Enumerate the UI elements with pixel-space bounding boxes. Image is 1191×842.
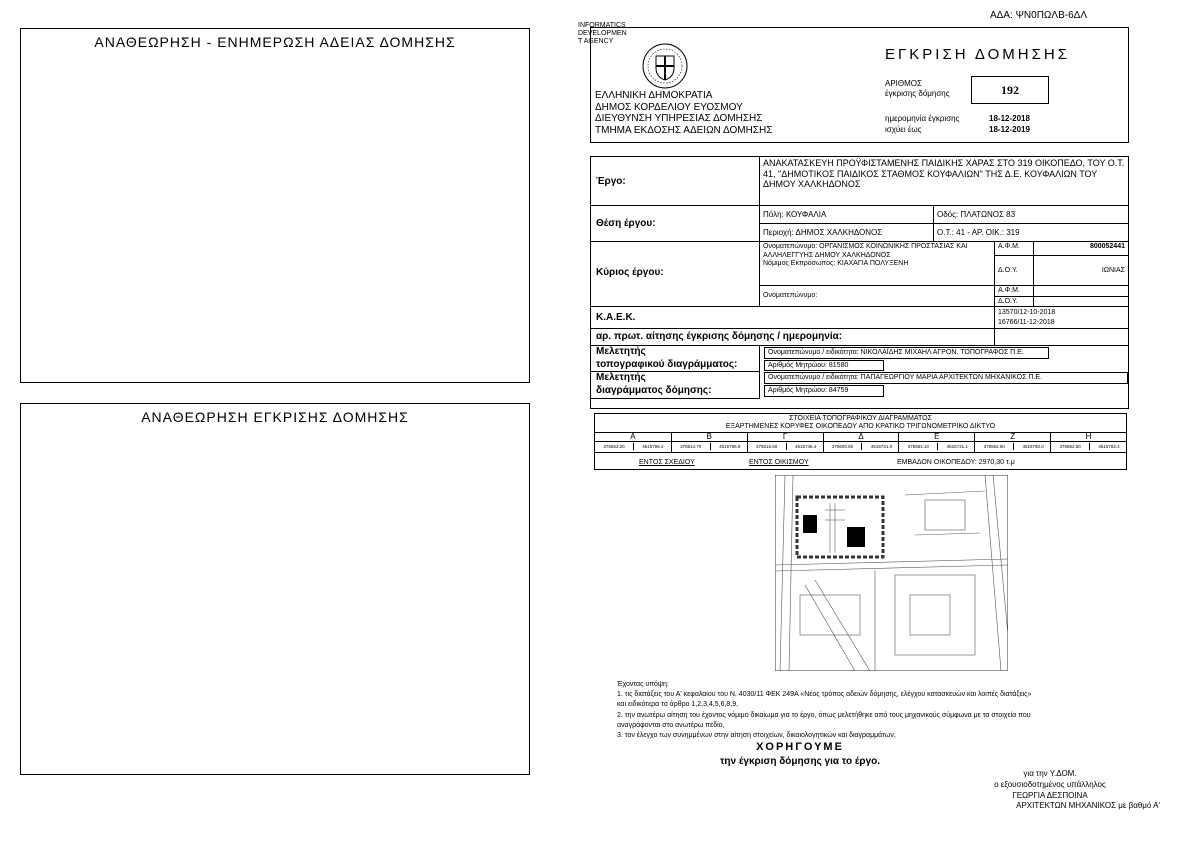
vertex-coordinate: 375562.50	[1059, 444, 1081, 449]
considering-section	[617, 680, 1031, 741]
owner2-name: Ονοματεπώνυμο:	[759, 285, 995, 307]
revision-approval-box	[20, 403, 530, 775]
owner-name: Ονοματεπώνυμο: ΟΡΓΑΝΙΣΜΟΣ ΚΟΙΝΩΝΙΚΗΣ ΠΡΟΣΤΑΣΙΑΣ ΚΑΙ ΑΛΛΗΛΕΓΓΥΗΣ ΔΗΜΟΥ ΧΑΛΚΗΔΟΝΟΣ	[763, 243, 968, 259]
vertex-coordinate: 375564.10	[907, 444, 930, 449]
vertex-coordinate: 375600.80	[831, 444, 854, 449]
republic-label: ΕΛΛΗΝΙΚΗ ΔΗΜΟΚΡΑΤΙΑ	[595, 90, 713, 101]
kaek-cell: Κ.Α.Ε.Κ.	[590, 306, 995, 329]
city-value: Πόλη: ΚΟΥΦΑΛΙΑ	[759, 205, 934, 224]
planner-name: Ονοματεπώνυμο / ειδικότητα: ΠΑΠΑΓΕΩΡΓΙΟΥ ΜΑΡΙΑ ΑΡΧΙΤΕΚΤΩΝ ΜΗΧΑΝΙΚΟΣ Π.Ε.	[764, 372, 1128, 384]
valid-until-value: 18-12-2019	[989, 125, 1030, 134]
consideration-3: 3. τον έλεγχο των συνημμένων στην αίτηση στοιχείων, δικαιολογητικών και διαγραμμάτων,	[617, 732, 896, 740]
coords-title-1: ΣΤΟΙΧΕΙΑ ΤΟΠΟΓΡΑΦΙΚΟΥ ΔΙΑΓΡΑΜΜΑΤΟΣ	[789, 415, 932, 422]
vertex-label: Γ	[748, 432, 823, 442]
considering-label: Έχοντας υπόψη:	[617, 681, 669, 688]
ada-code: ΑΔΑ: ΨΝ0ΠΩΛΒ-6ΔΛ	[990, 10, 1088, 21]
doy2-label: Δ.Ο.Υ.	[994, 296, 1034, 307]
vertex-coordinate: 375563.20	[603, 444, 625, 449]
agency-label: INFORMATICS DEVELOPMEN T AGENCY	[578, 22, 627, 45]
doy-value: ΙΩΝΙΑΣ	[1033, 255, 1129, 286]
vertex-coordinate: 4515731.1	[937, 443, 976, 450]
topographer-label-cell: Μελετητής τοπογραφικού διαγράμματος:	[590, 345, 760, 372]
municipality-label: ΔΗΜΟΣ ΚΟΡΔΕΛΙΟΥ ΕΥΟΣΜΟΥ	[595, 101, 743, 113]
vertex-coordinate: 4515796.4	[633, 443, 672, 450]
planner-registry: Αριθμός Μητρώου: 84759	[764, 385, 884, 397]
valid-until-label: ισχύει έως	[885, 125, 922, 134]
vertex-column	[974, 432, 1050, 452]
vertex-label: Δ	[824, 432, 899, 442]
vertex-coordinate: 375615.60	[756, 444, 778, 449]
coords-title-2: ΕΞΑΡΤΗΜΕΝΕΣ ΚΟΡΥΦΕΣ ΟΙΚΟΠΕΔΟΥ ΑΠΟ ΚΡΑΤΙΚΟ ΤΡΙΓΩΝΟΜΕΤΡΙΚΟ ΔΙΚΤΥΟ	[725, 423, 996, 430]
vertex-column	[823, 432, 899, 452]
street-value: Οδός: ΠΛΑΤΩΝΟΣ 83	[933, 205, 1129, 224]
topographer-name: Ονοματεπώνυμο / ειδικότητα: ΝΙΚΟΛΑΪΔΗΣ ΜΙΧΑΗΛ ΑΓΡΟΝ. ΤΟΠΟΓΡΑΦΟΣ Π.Ε.	[764, 347, 1049, 359]
vertex-coordinate: 4515760.0	[1013, 443, 1052, 450]
vertex-coordinate: 4515796.9	[710, 443, 749, 450]
consideration-2b: αναγράφονται στο ανωτέρω πεδίο,	[617, 721, 725, 729]
consideration-1a: 1. τις διατάξεις του Α' κεφαλαίου του Ν. 4030/11 ΦΕΚ 249Α «Νέος τρόπος αδειών δόμησης, ελέγχου κατασκευών και λοιπές διατάξεις»	[617, 691, 1032, 699]
block-value: Ο.Τ.: 41 - ΑΡ. ΟΙΚ.: 319	[933, 223, 1129, 242]
revision-update-permit-title: ΑΝΑΘΕΩΡΗΣΗ - ΕΝΗΜΕΡΩΣΗ ΑΔΕΙΑΣ ΔΟΜΗΣΗΣ	[94, 34, 456, 50]
project-value: ΑΝΑΚΑΤΑΣΚΕΥΗ ΠΡΟΫΦΙΣΤΑΜΕΝΗΣ ΠΑΙΔΙΚΗΣ ΧΑΡΑΣ ΣΤΟ 319 ΟΙΚΟΠΕΔΟ, ΤΟΥ Ο.Τ. 41, "ΔΗΜΟΤΙΚΟΣ ΠΑΙΔΙΚΟΣ ΣΤΑΘΜΟΣ ΚΟΥΦΑΛΙΩΝ" ΤΗΣ Δ.Ε. ΚΟΥΦΑΛΙΩΝ ΤΟΥ ΔΗΜΟΥ ΧΑΛΚΗΔΟΝΟΣ	[759, 156, 1129, 206]
vertex-coordinate: 375562.50	[983, 444, 1005, 449]
approval-date-label: ημερομηνία έγκρισης	[885, 114, 960, 123]
approval-number: 192	[971, 76, 1049, 104]
signature-line-2: ο εξουσιοδοτημένος υπάλληλος	[994, 780, 1106, 789]
approval-header	[590, 27, 1129, 143]
in-settlement-label: ΕΝΤΟΣ ΟΙΚΙΣΜΟΥ	[749, 459, 809, 466]
vertex-row	[595, 432, 1126, 452]
greek-emblem-icon	[641, 42, 689, 90]
afm-label: Α.Φ.Μ.	[994, 241, 1034, 256]
consideration-1b: και ειδικότερα το άρθρο 1,2,3,4,5,6,8,9,	[617, 701, 739, 709]
area-value: Περιοχή: ΔΗΜΟΣ ΧΑΛΚΗΔΟΝΟΣ	[759, 223, 934, 242]
in-plan-label: ΕΝΤΟΣ ΣΧΕΔΙΟΥ	[639, 459, 695, 466]
topographic-coordinates-table	[594, 413, 1127, 470]
revision-approval-title: ΑΝΑΘΕΩΡΗΣΗ ΕΓΚΡΙΣΗΣ ΔΟΜΗΣΗΣ	[141, 409, 409, 425]
vertex-column	[595, 432, 671, 452]
vertex-column	[671, 432, 747, 452]
signature-line-1: για την Υ.ΔΟΜ.	[1023, 769, 1077, 778]
vertex-coordinate: 375614.70	[680, 444, 702, 449]
vertex-coordinate: 4515782.4	[1089, 443, 1128, 450]
number-sublabel: έγκρισης δόμησης	[885, 89, 950, 98]
vertex-column	[898, 432, 974, 452]
document-title: ΕΓΚΡΙΣΗ ΔΟΜΗΣΗΣ	[885, 46, 1070, 63]
owner-info	[759, 241, 995, 286]
signature-title: ΑΡΧΙΤΕΚΤΩΝ ΜΗΧΑΝΙΚΟΣ με βαθμό Α'	[1016, 801, 1160, 810]
application-empty-cell	[994, 328, 1129, 346]
owner-representative: Νόμιμος Εκπρόσωπος: ΚΙΑΧΑΓΙΑ ΠΟΛΥΞΕΝΗ	[763, 260, 909, 267]
application-label-cell: αρ. πρωτ. αίτησης έγκρισης δόμησης / ημερομηνία:	[590, 328, 995, 346]
approval-date-value: 18-12-2018	[989, 114, 1030, 123]
vertex-label: Β	[672, 432, 747, 442]
afm2-label: Α.Φ.Μ.	[994, 285, 1034, 297]
consideration-2a: 2. την ανωτέρω αίτηση του έχοντος νόμιμο δικαίωμα για το έργο, όπως μελετήθηκε από τους μηχανικούς σύμφωνα με τα στοιχεία που	[617, 711, 1031, 719]
number-label: ΑΡΙΘΜΟΣ	[885, 79, 922, 88]
doy-label: Δ.Ο.Υ.	[994, 255, 1034, 286]
directorate-label: ΔΙΕΥΘΥΝΣΗ ΥΠΗΡΕΣΙΑΣ ΔΟΜΗΣΗΣ	[595, 113, 763, 124]
application-numbers: 13570/12-10-2018 16766/11-12-2018	[994, 306, 1129, 329]
topographer-registry: Αριθμός Μητρώου: 81580	[764, 360, 884, 371]
vertex-column	[1050, 432, 1126, 452]
owner-label-cell: Κύριος έργου:	[590, 241, 760, 307]
signature-name: ΓΕΩΡΓΙΑ ΔΕΣΠΟΙΝΑ	[1012, 791, 1088, 800]
grant-label: ΧΟΡΗΓΟΥΜΕ	[756, 741, 844, 753]
vertex-coordinate: 4515731.0	[861, 443, 900, 450]
department-label: ΤΜΗΜΑ ΕΚΔΟΣΗΣ ΑΔΕΙΩΝ ΔΟΜΗΣΗΣ	[595, 124, 773, 136]
signature-block	[960, 768, 1140, 801]
plot-area-label: ΕΜΒΑΔΟΝ ΟΙΚΟΠΕΔΟΥ: 2970,30 τ.μ	[897, 459, 1015, 466]
site-plan-drawing	[775, 475, 1008, 671]
location-label-cell: Θέση έργου:	[590, 205, 760, 242]
vertex-label: Ζ	[975, 432, 1050, 442]
grant-sublabel: την έγκριση δόμησης για το έργο.	[719, 756, 881, 767]
vertex-label: Α	[595, 432, 671, 442]
project-label-cell: Έργο:	[590, 156, 760, 206]
afm-value: 800052441	[1033, 241, 1129, 256]
revision-update-permit-box	[20, 28, 530, 383]
vertex-coordinate: 4515746.4	[786, 443, 825, 450]
vertex-label: Ε	[899, 432, 974, 442]
vertex-label: Η	[1051, 432, 1126, 442]
vertex-column	[747, 432, 823, 452]
planner-label-cell: Μελετητής διαγράμματος δόμησης:	[590, 371, 760, 399]
